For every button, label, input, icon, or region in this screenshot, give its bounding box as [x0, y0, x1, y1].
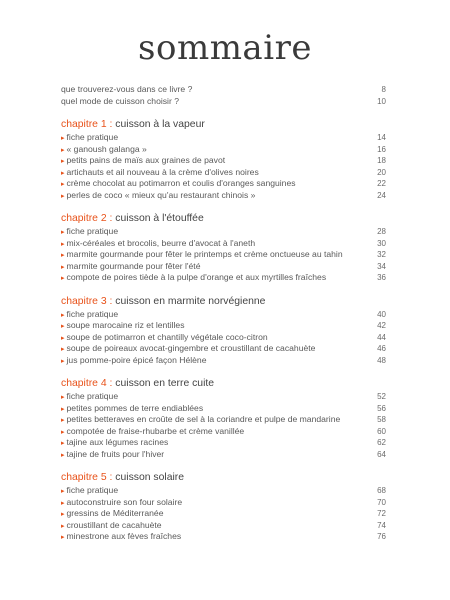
bullet-arrow-icon: ▸ — [61, 158, 65, 165]
chapter-number: chapitre 3 : — [61, 295, 113, 307]
chapter-section — [61, 295, 386, 367]
bullet-arrow-icon: ▸ — [61, 511, 65, 518]
toc-entry — [61, 332, 386, 344]
toc-entry — [61, 355, 386, 367]
toc-entry-text: fiche pratique — [66, 391, 119, 401]
toc-entry-text: soupe de poireaux avocat-gingembre et croustillant de cacahuète — [66, 343, 316, 353]
bullet-arrow-icon: ▸ — [61, 311, 65, 319]
bullet-arrow-icon: ▸ — [61, 417, 65, 424]
toc-entry-text: croustillant de cacahuète — [66, 519, 162, 530]
bullet-arrow-icon: ▸ — [61, 263, 65, 271]
chapter-heading — [61, 471, 386, 484]
toc-entry — [61, 531, 386, 543]
toc-entry — [61, 132, 386, 144]
bullet-arrow-icon: ▸ — [61, 488, 65, 495]
bullet-arrow-icon: ▸ — [61, 440, 65, 447]
bullet-arrow-icon: ▸ — [61, 192, 65, 200]
toc-page-number: 28 — [377, 227, 386, 236]
toc-entry — [61, 144, 386, 156]
chapter-heading — [61, 212, 386, 225]
chapter-number: chapitre 4 : — [61, 378, 113, 389]
toc-entry-text: marmite gourmande pour fêter le printemps et crème onctueuse au tahin — [66, 249, 343, 259]
toc-page-number: 8 — [381, 85, 386, 94]
toc-entry — [61, 84, 386, 96]
bullet-arrow-icon: ▸ — [61, 252, 65, 259]
toc-page-number: 60 — [377, 426, 386, 436]
toc-page-number: 64 — [377, 449, 386, 459]
toc-page-number: 20 — [377, 167, 386, 177]
toc-entry-text: que trouverez-vous dans ce livre ? — [61, 84, 193, 94]
toc-entry — [61, 320, 386, 332]
toc-entry-text: compote de poires tiède à la pulpe d'orange et aux myrtilles fraîches — [66, 272, 327, 282]
toc-entry-text: fiche pratique — [66, 308, 119, 319]
toc-entry-text: fiche pratique — [66, 226, 119, 236]
toc-page-number: 44 — [377, 332, 386, 342]
toc-page-number: 24 — [377, 190, 386, 200]
toc-entry — [61, 190, 386, 202]
bullet-arrow-icon: ▸ — [61, 181, 65, 188]
toc-entry-text: petites pommes de terre endiablées — [66, 402, 204, 413]
toc-page-number: 10 — [377, 96, 386, 106]
toc-page-number: 30 — [377, 238, 386, 248]
bullet-arrow-icon: ▸ — [61, 522, 65, 530]
toc-page-number: 52 — [377, 392, 386, 401]
chapter-section — [61, 212, 386, 284]
toc-entry — [61, 272, 386, 284]
toc-page-number: 32 — [377, 250, 386, 259]
toc-entry-title — [61, 84, 192, 96]
table-of-contents — [61, 84, 386, 543]
toc-entry-title — [61, 449, 164, 462]
chapter-number: chapitre 1 : — [61, 119, 113, 130]
toc-entry — [61, 391, 386, 403]
bullet-arrow-icon: ▸ — [61, 334, 65, 342]
bullet-arrow-icon: ▸ — [61, 405, 65, 413]
bullet-arrow-icon: ▸ — [61, 428, 65, 436]
toc-entry — [61, 520, 386, 532]
toc-page-number: 56 — [377, 403, 386, 413]
toc-page-number: 48 — [377, 355, 386, 365]
toc-entry — [61, 426, 386, 438]
toc-page-number: 34 — [377, 261, 386, 271]
toc-entry-text: fiche pratique — [66, 485, 119, 495]
toc-entry-text: minestrone aux fèves fraîches — [66, 531, 182, 541]
toc-page-number: 16 — [377, 144, 386, 154]
bullet-arrow-icon: ▸ — [61, 499, 65, 507]
toc-entry — [61, 508, 386, 520]
chapter-heading — [61, 295, 386, 308]
toc-page-number: 72 — [377, 509, 386, 518]
toc-entry — [61, 343, 386, 355]
toc-entry — [61, 485, 386, 497]
toc-entry-text: marmite gourmande pour fêter l'été — [66, 260, 201, 271]
toc-entry — [61, 249, 386, 261]
toc-entry-text: crème chocolat au potimarron et coulis d'oranges sanguines — [66, 178, 296, 188]
toc-entry-text: perles de coco « mieux qu'au restaurant chinois » — [66, 189, 256, 200]
toc-entry-title — [61, 531, 181, 544]
toc-entry-text: jus pomme-poire épicé façon Hélène — [66, 354, 207, 365]
chapter-section — [61, 377, 386, 460]
toc-entry — [61, 261, 386, 273]
toc-entry-text: artichauts et ail nouveau à la crème d'olives noires — [66, 166, 259, 177]
toc-page-number: 68 — [377, 486, 386, 495]
toc-entry — [61, 155, 386, 167]
toc-entry — [61, 238, 386, 250]
bullet-arrow-icon: ▸ — [61, 240, 65, 248]
toc-entry-title — [61, 190, 255, 203]
toc-entry — [61, 497, 386, 509]
toc-entry-title — [61, 272, 326, 285]
toc-entry-text: gressins de Méditerranée — [66, 508, 164, 518]
page-title: sommaire — [138, 28, 312, 68]
toc-entry — [61, 449, 386, 461]
chapter-section — [61, 118, 386, 201]
toc-page-number: 70 — [377, 497, 386, 507]
toc-entry-text: soupe de potimarron et chantilly végétale coco-citron — [66, 331, 268, 342]
toc-page-number: 46 — [377, 344, 386, 353]
bullet-arrow-icon: ▸ — [61, 275, 65, 282]
bullet-arrow-icon: ▸ — [61, 534, 65, 541]
bullet-arrow-icon: ▸ — [61, 451, 65, 459]
toc-page-number: 14 — [377, 133, 386, 142]
toc-entry-text: « ganoush galanga » — [66, 143, 147, 154]
toc-page-number: 18 — [377, 156, 386, 165]
chapter-heading — [61, 377, 386, 390]
toc-entry-text: quel mode de cuisson choisir ? — [61, 95, 179, 106]
toc-entry-text: petites betteraves en croûte de sel à la coriandre et pulpe de mandarine — [66, 414, 341, 424]
toc-page-number: 42 — [377, 321, 386, 330]
chapter-title: cuisson en marmite norvégienne — [115, 295, 266, 307]
toc-entry — [61, 403, 386, 415]
toc-entry-text: autoconstruire son four solaire — [66, 496, 183, 507]
toc-entry-text: tajine de fruits pour l'hiver — [66, 448, 165, 459]
toc-entry-title — [61, 96, 179, 108]
toc-entry — [61, 309, 386, 321]
chapter-heading — [61, 118, 386, 131]
toc-page-number: 76 — [377, 532, 386, 541]
chapter-title: cuisson en terre cuite — [115, 378, 215, 389]
bullet-arrow-icon: ▸ — [61, 169, 65, 177]
chapter-number: chapitre 5 : — [61, 472, 113, 483]
bullet-arrow-icon: ▸ — [61, 229, 65, 236]
toc-page-number: 36 — [377, 273, 386, 282]
toc-entry-text: mix-céréales et brocolis, beurre d'avocat à l'aneth — [66, 237, 256, 248]
toc-entry-text: compotée de fraise-rhubarbe et crème vanillée — [66, 425, 245, 436]
chapter-title: cuisson à l'étouffée — [115, 213, 204, 224]
toc-entry-text: petits pains de maïs aux graines de pavot — [66, 155, 226, 165]
toc-entry — [61, 96, 386, 108]
chapter-number: chapitre 2 : — [61, 213, 113, 224]
toc-page-number: 22 — [377, 179, 386, 188]
bullet-arrow-icon: ▸ — [61, 357, 65, 365]
toc-entry — [61, 414, 386, 426]
toc-entry — [61, 178, 386, 190]
bullet-arrow-icon: ▸ — [61, 346, 65, 353]
toc-entry-text: soupe marocaine riz et lentilles — [66, 320, 185, 330]
toc-page-number: 58 — [377, 415, 386, 424]
toc-entry — [61, 167, 386, 179]
toc-page-number: 62 — [377, 438, 386, 447]
bullet-arrow-icon: ▸ — [61, 323, 65, 330]
chapter-section — [61, 471, 386, 543]
chapter-title: cuisson à la vapeur — [115, 119, 205, 130]
chapter-title: cuisson solaire — [115, 472, 185, 483]
toc-entry — [61, 226, 386, 238]
bullet-arrow-icon: ▸ — [61, 394, 65, 401]
toc-entry-text: fiche pratique — [66, 132, 119, 142]
toc-entry-title — [61, 355, 206, 368]
toc-page-number: 40 — [377, 309, 386, 319]
toc-intro — [61, 84, 386, 107]
toc-entry — [61, 437, 386, 449]
bullet-arrow-icon: ▸ — [61, 146, 65, 154]
toc-page-number: 74 — [377, 520, 386, 530]
bullet-arrow-icon: ▸ — [61, 135, 65, 142]
toc-entry-text: tajine aux légumes racines — [66, 437, 169, 447]
